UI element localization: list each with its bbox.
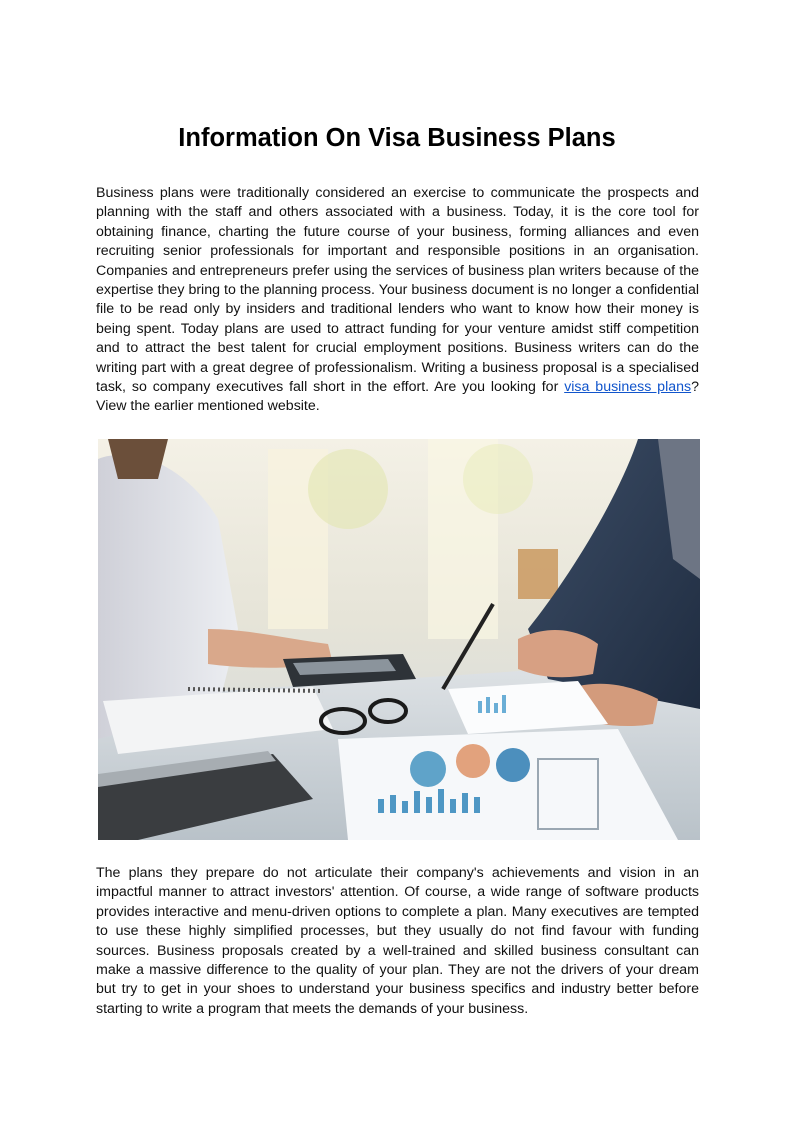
intro-text: Business plans were traditionally considered an exercise to communicate the prospects and planning with the staff and others associated with a business. Today, it is the core tool for obtaining finance, charting the future course of your business, forming alliances and even recruiting senior professionals for important and responsible positions in an organisation. Companies and entrepreneurs prefer using the services of business plan writers because of the expertise they bring to the planning process. Your business document is no longer a confidential file to be read only by insiders and traditional lenders who want to know how their money is being spent. Today plans are used to attract funding for your venture amidst stiff competition and to attract the best talent for crucial employment positions. Business writers can do the writing part with a great degree of professionalism. Writing a business proposal is a specialised task, so company executives fall short in the effort. Are you looking for xyxy=(96,185,699,396)
intro-text-end: ? View the earlier mentioned website. xyxy=(96,379,699,415)
intro-paragraph xyxy=(96,184,699,417)
visa-business-plans-link[interactable]: visa business plans xyxy=(564,379,692,396)
page-title: Information On Visa Business Plans xyxy=(178,124,616,152)
body-paragraph: The plans they prepare do not articulate their company's achievements and vision in an impactful manner to attract investors' attention. Of course, a wide range of software products provides interactive and menu-driven options to complete a plan. Many executives are tempted to use these highly simplified processes, but they usually do not find favour with funding sources. Business proposals created by a well-trained and skilled business consultant can make a massive difference to the quality of your plan. They are not the drivers of your dream but try to get in your shoes to understand your business specifics and industry better before starting to write a program that meets the demands of your business. xyxy=(96,865,699,1017)
business-meeting-photo xyxy=(98,439,700,840)
